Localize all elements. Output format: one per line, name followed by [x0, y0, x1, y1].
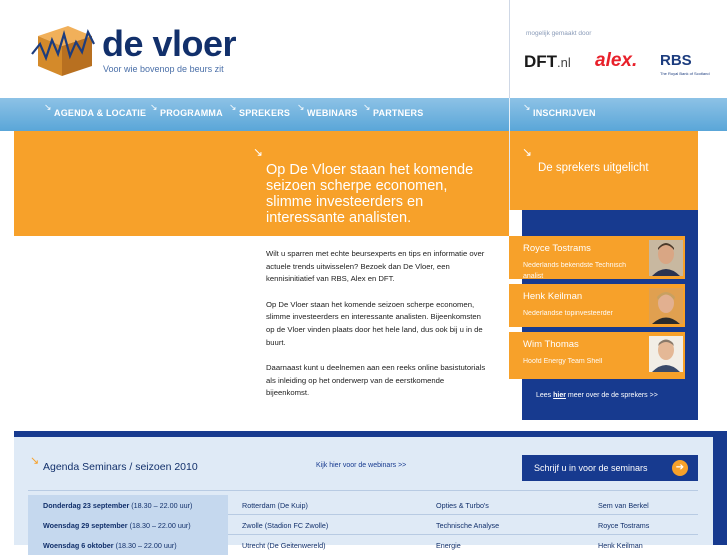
- nav-item-partners[interactable]: [363, 102, 424, 118]
- logo-title: de vloer: [102, 23, 237, 64]
- rbs-logo-text: RBS: [660, 52, 692, 69]
- agenda-location: Utrecht (De Geitenwereld): [242, 541, 326, 550]
- speaker-photo: [649, 240, 683, 276]
- nav-arrow-icon: ↘: [363, 102, 371, 112]
- more-suffix: meer over de de sprekers >>: [565, 392, 658, 399]
- nav-arrow-icon: ↘: [297, 102, 305, 112]
- intro-text: [266, 248, 486, 413]
- agenda-topic: Opties & Turbo's: [436, 501, 489, 510]
- agenda-speaker: Royce Tostrams: [598, 521, 650, 530]
- intro-paragraph: Wilt u sparren met echte beursexperts en tips en informatie over actuele trends uitwisselen? Bezoek dan De Vloer, een kennisinitiatief van RBS, Alex en DFT.: [266, 249, 485, 284]
- speakers-arrow-icon: ↘: [522, 145, 533, 159]
- agenda-day: Woensdag 6 oktober: [43, 541, 114, 550]
- speaker-card[interactable]: [509, 332, 685, 379]
- agenda-divider: [28, 490, 698, 491]
- logo-subtitle: Voor wie bovenop de beurs zit: [103, 64, 224, 74]
- agenda-speaker: Sem van Berkel: [598, 501, 649, 510]
- nav-item-inschrijven[interactable]: [523, 102, 596, 118]
- nav-item-agenda[interactable]: [44, 102, 147, 118]
- speakers-panel-title: De sprekers uitgelicht: [538, 162, 649, 174]
- more-prefix: Lees: [536, 392, 554, 399]
- agenda-date-cell: [28, 535, 228, 555]
- arrow-right-icon: ➔: [672, 460, 688, 476]
- webinars-link[interactable]: Kijk hier voor de webinars >>: [316, 462, 407, 469]
- agenda-date-cell: [28, 495, 228, 515]
- intro-paragraph: Op De Vloer staan het komende seizoen scherpe economen, slimme investeerders en interessante analisten. Bijeenkomsten op de Vloer vinden plaats door het hele land, dus ook bij u in de buurt.: [266, 299, 483, 347]
- nav-label: SPREKERS: [239, 108, 291, 118]
- speaker-name: Wim Thomas: [523, 339, 579, 350]
- speaker-name: Henk Keilman: [523, 291, 583, 302]
- speaker-role: Hoofd Energy Team Shell: [523, 358, 603, 365]
- speaker-card[interactable]: [509, 236, 685, 279]
- agenda-topic: Technische Analyse: [436, 521, 500, 530]
- speakers-more-link[interactable]: [536, 392, 658, 399]
- speaker-photo: [649, 336, 683, 372]
- nav-divider: [509, 98, 510, 131]
- speaker-role: Nederlands bekendste Technisch analist: [523, 262, 626, 280]
- header-divider: [509, 0, 510, 98]
- sponsor-caption: mogelijk gemaakt door: [526, 30, 592, 37]
- main-nav: [0, 98, 727, 131]
- nav-arrow-icon: ↘: [44, 102, 52, 112]
- nav-label: PROGRAMMA: [160, 108, 223, 118]
- hero-text: Op De Vloer staan het komende seizoen scherpe economen, slimme investeerders en interessante analisten.: [266, 162, 474, 226]
- nav-item-sprekers[interactable]: [229, 102, 291, 118]
- agenda-day: Donderdag 23 september: [43, 501, 130, 510]
- dft-logo[interactable]: [524, 52, 571, 72]
- agenda-time: (18.30 – 22.00 uur): [115, 541, 177, 550]
- hero-arrow-icon: ↘: [253, 145, 264, 159]
- speaker-name: Royce Tostrams: [523, 243, 591, 254]
- table-row[interactable]: [28, 495, 698, 515]
- nav-arrow-icon: ↘: [523, 102, 531, 112]
- nav-arrow-icon: ↘: [229, 102, 237, 112]
- agenda-time: (18.30 – 22.00 uur): [129, 521, 191, 530]
- agenda-speaker: Henk Keilman: [598, 541, 643, 550]
- more-link[interactable]: hier: [553, 392, 566, 399]
- nav-arrow-icon: ↘: [150, 102, 158, 112]
- rbs-logo-sub: The Royal Bank of Scotland: [660, 71, 710, 76]
- nav-label: WEBINARS: [307, 108, 358, 118]
- nav-label: PARTNERS: [373, 108, 424, 118]
- speaker-card[interactable]: [509, 284, 685, 327]
- agenda-topic: Energie: [436, 541, 461, 550]
- rbs-logo[interactable]: [660, 52, 710, 76]
- nav-label: AGENDA & LOCATIE: [54, 108, 147, 118]
- speaker-role: Nederlandse topinvesteerder: [523, 310, 613, 317]
- agenda-date-cell: [28, 515, 228, 535]
- agenda-location: Rotterdam (De Kuip): [242, 501, 308, 510]
- agenda-day: Woensdag 29 september: [43, 521, 128, 530]
- agenda-arrow-icon: ↘: [30, 455, 40, 467]
- dft-logo-text: DFT: [524, 52, 558, 71]
- agenda-time: (18.30 – 22.00 uur): [131, 501, 193, 510]
- de-vloer-logo-icon[interactable]: [30, 14, 96, 80]
- agenda-location: Zwolle (Stadion FC Zwolle): [242, 521, 329, 530]
- nav-item-webinars[interactable]: [297, 102, 358, 118]
- seminar-signup-button[interactable]: [522, 455, 698, 481]
- header: [0, 0, 727, 98]
- seminar-signup-label: Schrijf u in voor de seminars: [534, 463, 648, 473]
- alex-logo[interactable]: alex.: [595, 50, 638, 71]
- intro-paragraph: Daarnaast kunt u deelnemen aan een reeks online basistutorials als inleiding op het onderwerp van de eerstkomende bijeenkomst.: [266, 362, 486, 398]
- table-row[interactable]: [28, 515, 698, 535]
- agenda-title: Agenda Seminars / seizoen 2010: [43, 461, 198, 473]
- nav-label: INSCHRIJVEN: [533, 108, 596, 118]
- dft-logo-suffix: .nl: [557, 55, 571, 70]
- table-row[interactable]: [28, 535, 698, 555]
- speaker-photo: [649, 288, 683, 324]
- nav-item-programma[interactable]: [150, 102, 223, 118]
